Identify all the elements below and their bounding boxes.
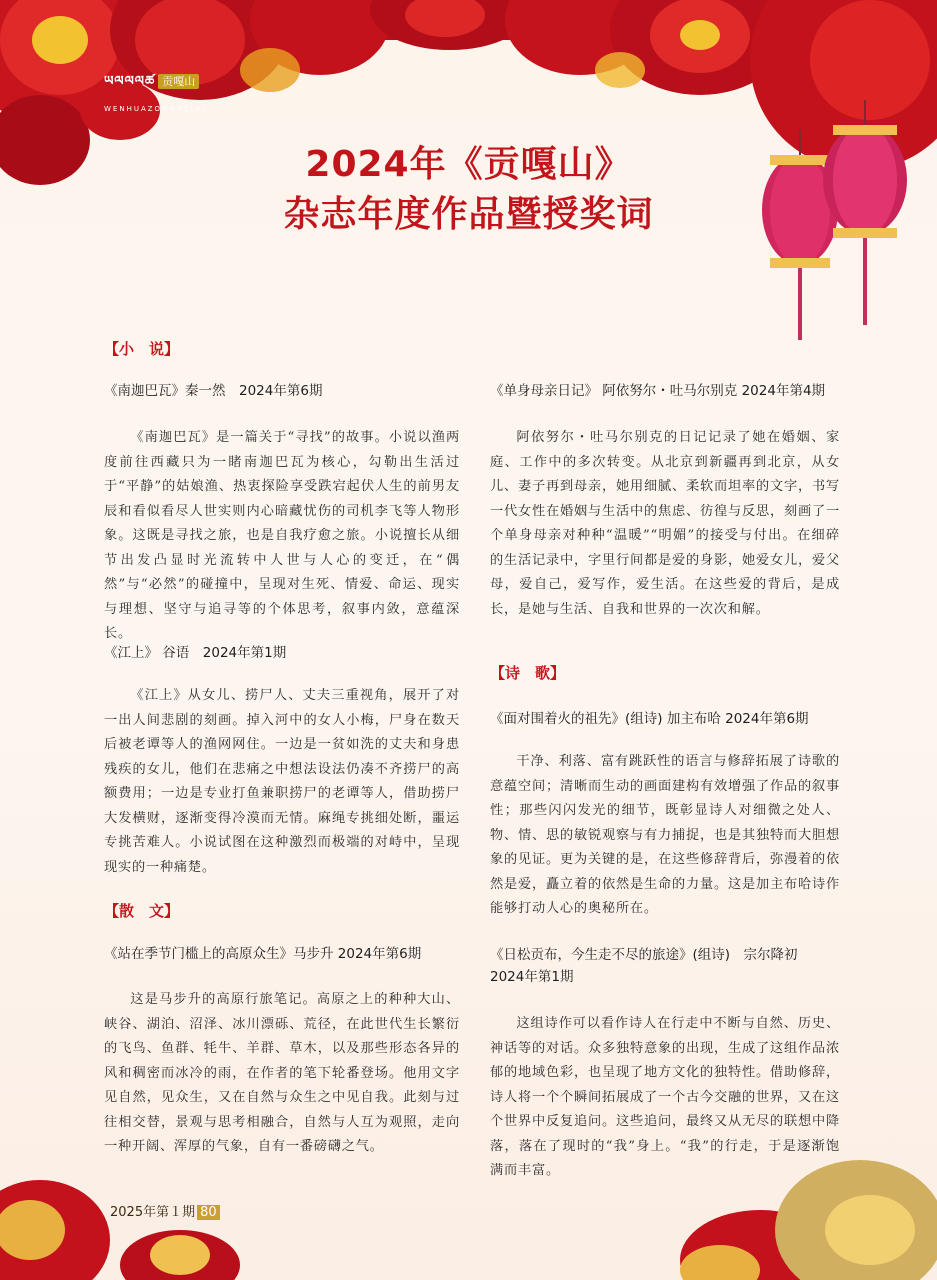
section-heading-novel: 【小 说】 xyxy=(104,340,180,358)
title-line-2: 杂志年度作品暨授奖词 xyxy=(283,194,654,235)
issue-label: 2025年第１期 xyxy=(110,1205,196,1220)
title-line-1: 2024年《贡嘎山》 xyxy=(305,144,632,185)
entry-body-risonggongbu: 这组诗作可以看作诗人在行走中不断与自然、历史、神话等的对话。众多独特意象的出现，生成了这组作品浓郁的地域色彩，也呈现了地方文化的独特性。借助修辞，诗人将一个个瞬间拓展成了一个古今交融的世界，又在这个世界中反复追问。这些追问，最终又从无尽的联想中降落，落在了现时的“我”身上。“我”的行走，于是逐渐饱满而丰富。 xyxy=(490,1016,840,1178)
entry-title-weizhehuo: 《面对围着火的祖先》(组诗) 加主布哈 2024年第6期 xyxy=(490,711,809,727)
entry-title-nanjiabawa: 《南迦巴瓦》秦一然 2024年第6期 xyxy=(104,383,323,399)
section-heading-prose: 【散 文】 xyxy=(104,902,180,920)
entry-body-nanjiabawa: 《南迦巴瓦》是一篇关于“寻找”的故事。小说以渔两度前往西藏只为一睹南迦巴瓦为核心，勾勒出生活过于“平静”的姑娘渔、热衷探险享受跌宕起伏人生的前男友辰和看似看尽人世实则内心暗藏忧伤的司机李飞等人物形象。这既是寻找之旅，也是自我疗愈之旅。小说擅长从细节出发凸显时光流转中人世与人心的变迁，在“偶然”与“必然”的碰撞中，呈现对生死、情爱、命运、现实与理想、坚守与追寻等的个体思考，叙事内敛，意蕴深长。 xyxy=(104,430,460,641)
entry-title-jiangshang: 《江上》 谷语 2024年第1期 xyxy=(104,645,287,661)
entry-title-risonggongbu-line1: 《日松贡布，今生走不尽的旅途》(组诗) 宗尔降初 xyxy=(490,947,798,963)
entry-body-gaoyuan: 这是马步升的高原行旅笔记。高原之上的种种大山、峡谷、湖泊、沼泽、冰川漂砾、荒径，在此世代生长繁衍的飞鸟、鱼群、牦牛、羊群、草木，以及那些形态各异的风和稠密而冰冷的雨，在作者的笔下轮番登场。他用文字见自然，见众生，又在自然与众生之中见自我。此刻与过往相交替，景观与思考相融合，自然与人互为观照，走向一种开阔、浑厚的气象，自有一番磅礴之气。 xyxy=(104,992,460,1154)
page-title xyxy=(0,140,937,240)
magazine-column-logo xyxy=(104,66,244,113)
logo-tibetan-script: ཡལལལཚ xyxy=(104,74,156,89)
entry-body-jiangshang: 《江上》从女儿、捞尸人、丈夫三重视角，展开了对一出人间悲剧的刻画。掉入河中的女人小梅，尸身在数天后被老谭等人的渔网网住。一边是一贫如洗的丈夫和身患残疾的女儿，他们在悲痛之中想法设法仍凑不齐捞尸的高额费用；一边是专业打鱼兼职捞尸的老谭等人，借助捞尸大发横财，逐渐变得冷漠而无情。麻绳专挑细处断，噩运专挑苦难人。小说试图在这种激烈而极端的对峙中，呈现现实的一种痛楚。 xyxy=(104,688,460,875)
entry-title-risonggongbu-line2: 2024年第1期 xyxy=(490,969,574,985)
logo-chinese-name: 贡嘎山 xyxy=(158,74,199,89)
entry-body-weizhehuo: 干净、利落、富有跳跃性的语言与修辞拓展了诗歌的意蕴空间；清晰而生动的画面建构有效增强了作品的叙事性；那些闪闪发光的细节，既彰显诗人对细微之处人、物、情、思的敏锐观察与有力捕捉，也是其独特而大胆想象的见证。更为关键的是，在这些修辞背后，弥漫着的依然是爱，矗立着的依然是生命的力量。这是加主布哈诗作能够打动人心的奥秘所在。 xyxy=(490,754,840,916)
entry-title-risonggongbu xyxy=(490,944,850,988)
entry-body-danshenmuqin: 阿依努尔・吐马尔别克的日记记录了她在婚姻、家庭、工作中的多次转变。从北京到新疆再到北京，从女儿、妻子再到母亲，她用细腻、柔软而坦率的文字，书写一代女性在婚姻与生活中的焦虑、彷徨与反思，刻画了一个单身母亲对种种“温暖”“明媚”的接受与付出。在细碎的生活记录中，字里行间都是爱的身影，她爱女儿，爱父母，爱自己，爱写作，爱生活。在这些爱的背后，是成长，是她与生活、自我和世界的一次次和解。 xyxy=(490,430,840,617)
entry-title-gaoyuan: 《站在季节门槛上的高原众生》马步升 2024年第6期 xyxy=(104,946,422,962)
entry-title-danshenmuqin: 《单身母亲日记》 阿依努尔・吐马尔别克 2024年第4期 xyxy=(490,383,826,399)
logo-latin-text: WENHUAZONGHELEI xyxy=(104,105,207,113)
page-number: 80 xyxy=(197,1205,220,1220)
section-heading-poetry: 【诗 歌】 xyxy=(490,664,566,682)
footer-issue xyxy=(110,1201,220,1220)
